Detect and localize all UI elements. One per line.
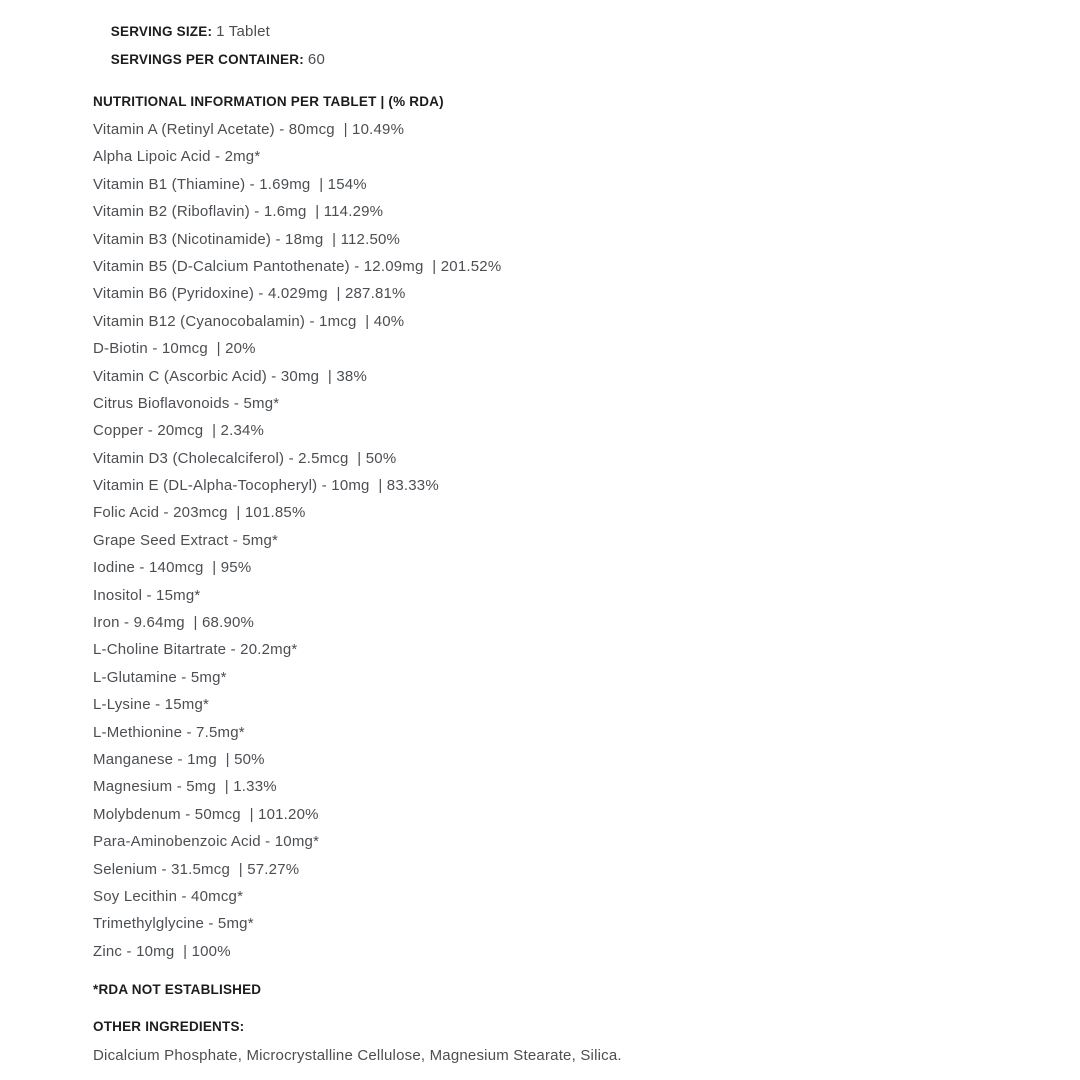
- nutrient-row: Vitamin B12 (Cyanocobalamin) - 1mcg | 40%: [93, 312, 405, 330]
- serving-size-value: 1 Tablet: [216, 23, 271, 40]
- nutrient-row: Iodine - 140mcg | 95%: [93, 559, 252, 577]
- servings-per-container-label: SERVINGS PER CONTAINER:: [110, 52, 304, 67]
- nutrient-row: Grape Seed Extract - 5mg*: [93, 531, 279, 549]
- nutrient-row: L-Lysine - 15mg*: [93, 696, 210, 714]
- nutrient-row: Vitamin C (Ascorbic Acid) - 30mg | 38%: [93, 367, 368, 385]
- nutrient-row: Trimethylglycine - 5mg*: [93, 915, 254, 933]
- nutrient-row: Inositol - 15mg*: [93, 586, 201, 604]
- other-ingredients-value: Dicalcium Phosphate, Microcrystalline Cellulose, Magnesium Stearate, Silica.: [93, 1047, 622, 1064]
- nutrient-row: Molybdenum - 50mcg | 101.20%: [93, 805, 319, 823]
- nutrient-list: [93, 116, 1013, 965]
- nutrient-row: Folic Acid - 203mcg | 101.85%: [93, 504, 306, 522]
- nutrient-row: Alpha Lipoic Acid - 2mg*: [93, 148, 261, 166]
- nutrient-row: D-Biotin - 10mcg | 20%: [93, 340, 256, 358]
- servings-per-container-value: 60: [307, 51, 326, 68]
- nutrient-row: Vitamin B2 (Riboflavin) - 1.6mg | 114.29%: [93, 203, 384, 221]
- nutrient-row: L-Methionine - 7.5mg*: [93, 723, 245, 741]
- rda-not-established-note: *RDA NOT ESTABLISHED: [93, 982, 262, 997]
- nutrient-row: L-Choline Bitartrate - 20.2mg*: [93, 641, 298, 659]
- nutrient-row: Citrus Bioflavonoids - 5mg*: [93, 394, 280, 412]
- nutrient-row: Vitamin B5 (D-Calcium Pantothenate) - 12.09mg | 201.52%: [93, 257, 502, 275]
- nutritional-info-header: NUTRITIONAL INFORMATION PER TABLET | (% RDA): [93, 94, 444, 109]
- nutrient-row: Zinc - 10mg | 100%: [93, 942, 231, 960]
- nutrient-row: Soy Lecithin - 40mcg*: [93, 887, 244, 905]
- serving-size-label: SERVING SIZE:: [110, 24, 213, 39]
- nutrient-row: Iron - 9.64mg | 68.90%: [93, 614, 255, 632]
- nutrient-row: Vitamin A (Retinyl Acetate) - 80mcg | 10.49%: [93, 121, 405, 138]
- nutrient-row: Vitamin E (DL-Alpha-Tocopheryl) - 10mg | 83.33%: [93, 477, 439, 495]
- nutrient-row: Vitamin B6 (Pyridoxine) - 4.029mg | 287.81%: [93, 285, 406, 303]
- nutrient-row: Manganese - 1mg | 50%: [93, 750, 265, 768]
- nutrient-row: Vitamin B1 (Thiamine) - 1.69mg | 154%: [93, 175, 367, 193]
- nutrient-row: Copper - 20mcg | 2.34%: [93, 422, 265, 440]
- servings-per-container-line: [93, 36, 325, 84]
- nutrient-row: Selenium - 31.5mcg | 57.27%: [93, 860, 300, 878]
- other-ingredients-heading: OTHER INGREDIENTS:: [93, 1019, 245, 1034]
- nutrient-row: Vitamin D3 (Cholecalciferol) - 2.5mcg | 50%: [93, 449, 397, 467]
- nutrient-row: L-Glutamine - 5mg*: [93, 668, 227, 686]
- nutrient-row: Para-Aminobenzoic Acid - 10mg*: [93, 833, 320, 851]
- nutrient-row: Magnesium - 5mg | 1.33%: [93, 778, 277, 796]
- nutrient-row: Vitamin B3 (Nicotinamide) - 18mg | 112.50%: [93, 230, 401, 248]
